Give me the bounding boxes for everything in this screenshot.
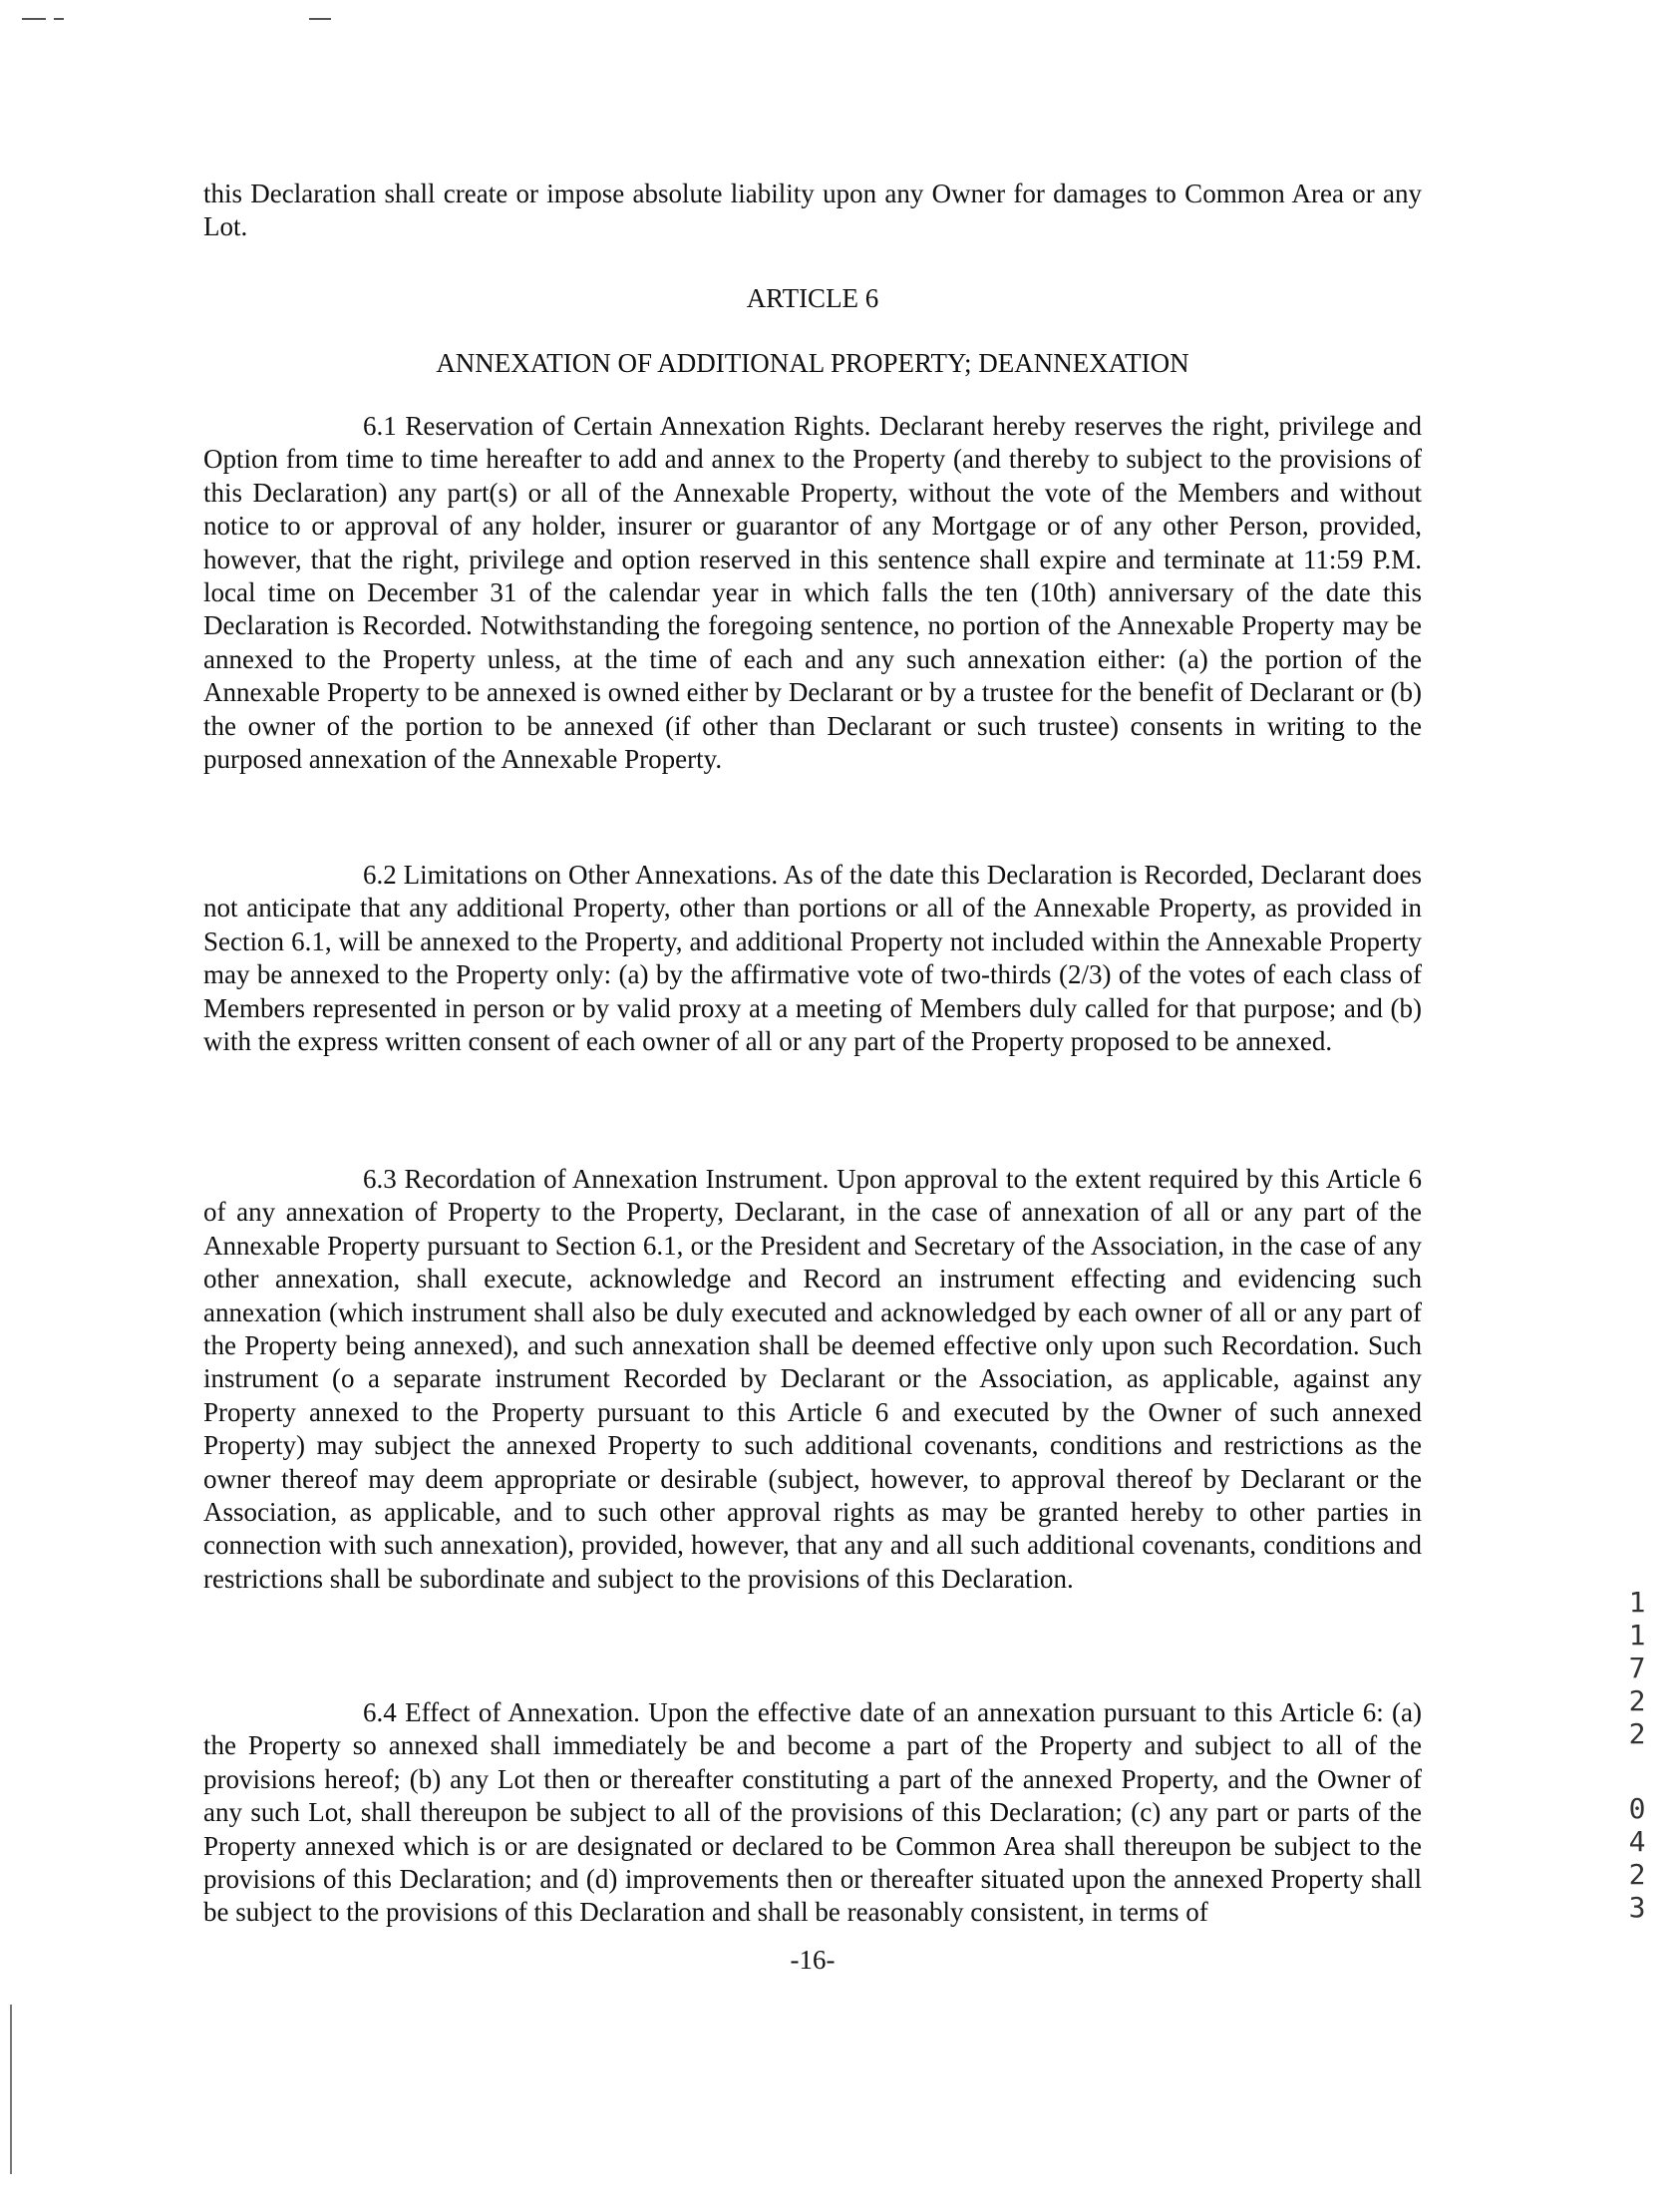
section-6-2: 6.2 Limitations on Other Annexations. As of the date this Declaration is Recorded, Declarant does not anticipate that any additional Property, other than portions or all of the Annexable Property, as provided in Section 6.1, will be annexed to the Property, and additional Property not included within the Annexable Property may be annexed to the Property only: (a) by the affirmative vote of two-thirds (2/3) of the votes of each class of Members represented in person or by valid proxy at a meeting of Members duly called for that purpose; and (b) with the express written consent of each owner of all or any part of the Property proposed to be annexed. [203, 860, 1422, 1057]
section-6-1: 6.1 Reservation of Certain Annexation Rights. Declarant hereby reserves the right, privilege and Option from time to time hereafter to add and annex to the Property (and thereby to subject to the provisions of this Declaration) any part(s) or all of the Annexable Property, without the vote of the Members and without notice to or approval of any holder, insurer or guarantor of any Mortgage or of any other Person, provided, however, that the right, privilege and option reserved in this sentence shall expire and terminate at 11:59 P.M. local time on December 31 of the calendar year in which falls the ten (10th) anniversary of the date this Declaration is Recorded. Notwithstanding the foregoing sentence, no portion of the Annexable Property may be annexed to the Property unless, at the time of each and any such annexation either: (a) the portion of the Annexable Property to be annexed is owned either by Declarant or by a trustee for the benefit of Declarant or (b) the owner of the portion to be annexed (if other than Declarant or such trustee) consents in writing to the purposed annexation of the Annexable Property. [203, 411, 1422, 775]
article-title: ANNEXATION OF ADDITIONAL PROPERTY; DEANNEXATION [436, 348, 1189, 378]
article-number: ARTICLE 6 [746, 283, 879, 313]
scan-mark [10, 2005, 12, 2174]
stamp-digit: 2 [1628, 1684, 1646, 1717]
scan-mark [22, 18, 46, 20]
page-number: -16- [790, 1945, 836, 1975]
intro-fragment: this Declaration shall create or impose absolute liability upon any Owner for damages to Common Area or any Lot. [203, 179, 1422, 242]
stamp-digit: 1 [1628, 1619, 1646, 1652]
section-6-4: 6.4 Effect of Annexation. Upon the effective date of an annexation pursuant to this Article 6: (a) the Property so annexed shall immediately be and become a part of the Property and subject to all of the provisions hereof; (b) any Lot then or thereafter constituting a part of the annexed Property, and the Owner of any such Lot, shall thereupon be subject to all of the provisions of this Declaration; (c) any part or parts of the Property annexed which is or are designated or declared to be Common Area shall thereupon be subject to the provisions of this Declaration; and (d) improvements then or thereafter situated upon the annexed Property shall be subject to the provisions of this Declaration and shall be reasonably consistent, in terms of [203, 1697, 1422, 1928]
stamp-digit: 7 [1628, 1652, 1646, 1684]
scan-mark [309, 18, 331, 20]
margin-stamp [1617, 1586, 1657, 1924]
scan-mark [54, 18, 64, 20]
section-6-3: 6.3 Recordation of Annexation Instrument. Upon approval to the extent required by this Article 6 of any annexation of Property to the Property, Declarant, in the case of annexation of all or any part of the Annexable Property pursuant to Section 6.1, or the President and Secretary of the Association, in the case of any other annexation, shall execute, acknowledge and Record an instrument effecting and evidencing such annexation (which instrument shall also be duly executed and acknowledged by each owner of all or any part of the Property being annexed), and such annexation shall be deemed effective only upon such Recordation. Such instrument (o a separate instrument Recorded by Declarant or the Association, as applicable, against any Property annexed to the Property pursuant to this Article 6 and executed by the Owner of such annexed Property) may subject the annexed Property to such additional covenants, conditions and restrictions as the owner thereof may deem appropriate or desirable (subject, however, to approval thereof by Declarant or the Association, as applicable, and to such other approval rights as may be granted hereby to other parties in connection with such annexation), provided, however, that any and all such additional covenants, conditions and restrictions shall be subordinate and subject to the provisions of this Declaration. [203, 1164, 1422, 1594]
stamp-digit: 3 [1628, 1891, 1646, 1924]
stamp-digit: 4 [1628, 1825, 1646, 1858]
stamp-digit: 2 [1628, 1858, 1646, 1891]
stamp-digit: 0 [1628, 1792, 1646, 1825]
stamp-digit: 1 [1628, 1586, 1646, 1619]
stamp-digit: 2 [1628, 1717, 1646, 1750]
